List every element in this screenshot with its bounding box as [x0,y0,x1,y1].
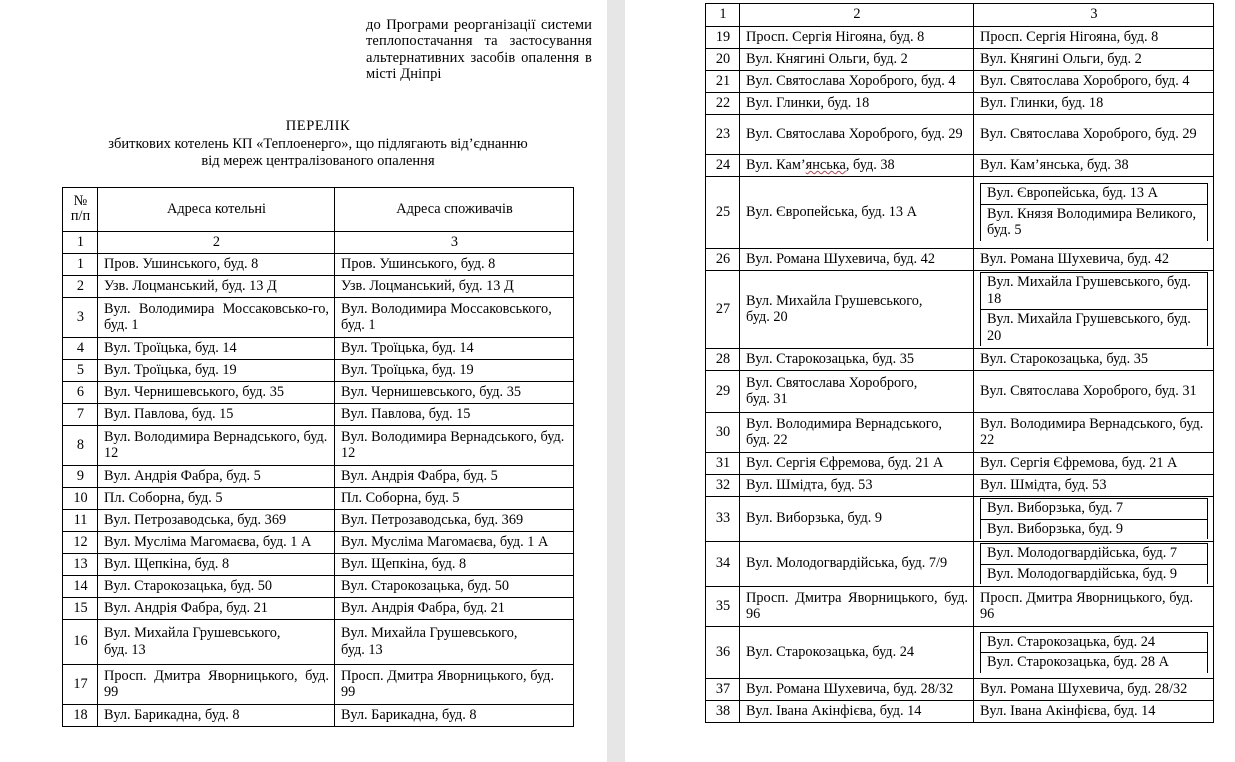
table-row [63,360,574,382]
row-number-cell: 37 [706,679,740,701]
boiler-address-cell: Вул. Романа Шухевича, буд. 28/32 [740,679,974,701]
table-row [706,93,1214,115]
table-row [63,254,574,276]
boiler-address-cell: Вул. Глинки, буд. 18 [740,93,974,115]
row-number-cell: 4 [63,338,98,360]
row-number-cell: 15 [63,598,98,620]
consumer-address-cell: Вул. Шмідта, буд. 53 [974,475,1214,497]
consumer-address-cell: Просп. Сергія Нігояна, буд. 8 [974,27,1214,49]
intro-paragraph: до Програми реорганізації системи теплопостачання та застосування альтернативних засобів опалення в місті Дніпрі [366,16,592,83]
table-row [63,598,574,620]
table-row [63,665,574,705]
consumer-address-cell: Вул. Троїцька, буд. 19 [335,360,574,382]
consumer-address-cell: Вул. Старокозацька, буд. 50 [335,576,574,598]
table-row [63,276,574,298]
table-row [706,271,1214,349]
header-cell-consumer-address: Адреса споживачів [335,188,574,232]
boiler-address-cell: Вул. Троїцька, буд. 14 [98,338,335,360]
consumer-address-cell: Вул. Павлова, буд. 15 [335,404,574,426]
consumer-address: Вул. Молодогвардійська, буд. 7 [981,544,1208,565]
consumer-address: Вул. Європейська, буд. 13 А [981,184,1208,205]
table-row [63,576,574,598]
table-row [706,71,1214,93]
consumer-subrow [981,653,1208,673]
row-number-cell: 30 [706,413,740,453]
consumer-address-cell: Пл. Соборна, буд. 5 [335,488,574,510]
row-number-cell: 6 [63,382,98,404]
table-right-data-rows [706,27,1214,723]
table-row [706,155,1214,177]
boiler-table-right [705,3,1214,723]
consumer-subrow [981,564,1208,584]
table-row [63,554,574,576]
table-left-body [63,188,574,254]
table-row [706,249,1214,271]
boiler-address-cell: Вул. Володимира Моссаковсько-го, буд. 1 [98,298,335,338]
boiler-address-cell: Вул. Володимира Вернадського, буд. 22 [740,413,974,453]
boiler-address-cell: Вул. Романа Шухевича, буд. 42 [740,249,974,271]
table-row [706,115,1214,155]
boiler-address-cell: Вул. Михайла Грушевського, буд. 20 [740,271,974,349]
boiler-address-cell: Вул. Володимира Вернадського, буд. 12 [98,426,335,466]
row-number-cell: 1 [63,254,98,276]
consumer-address-cell [974,177,1214,249]
table-row [706,177,1214,249]
consumer-address-cell [974,627,1214,679]
row-number-cell: 17 [63,665,98,705]
boiler-address-cell: Просп. Дмитра Яворницького, буд. 96 [740,587,974,627]
row-number-cell: 19 [706,27,740,49]
table-row [63,404,574,426]
consumer-subrow [981,519,1208,539]
boiler-address-cell: Вул. Святослава Хороброго, буд. 29 [740,115,974,155]
table-row [63,532,574,554]
row-number-cell: 35 [706,587,740,627]
row-number-cell: 12 [63,532,98,554]
boiler-address-cell: Вул. Сергія Єфремова, буд. 21 А [740,453,974,475]
row-number-cell: 21 [706,71,740,93]
boiler-address-cell: Вул. Чернишевського, буд. 35 [98,382,335,404]
boiler-address-cell: Вул. Кам’янська, буд. 38 [740,155,974,177]
consumer-address: Вул. Виборзька, буд. 7 [981,499,1208,520]
header-cell-boiler-address: Адреса котельні [98,188,335,232]
row-number-cell: 16 [63,620,98,665]
row-number-cell: 5 [63,360,98,382]
row-number-cell: 3 [63,298,98,338]
table-row [63,488,574,510]
consumer-address-cell: Узв. Лоцманський, буд. 13 Д [335,276,574,298]
consumer-address-cell [974,497,1214,542]
row-number-cell: 24 [706,155,740,177]
boiler-address-cell: Пл. Соборна, буд. 5 [98,488,335,510]
row-number-cell: 25 [706,177,740,249]
boiler-address-cell: Вул. Барикадна, буд. 8 [98,705,335,727]
consumer-address-cell: Вул. Святослава Хороброго, буд. 4 [974,71,1214,93]
row-number-cell: 27 [706,271,740,349]
boiler-address-cell: Вул. Молодогвардійська, буд. 7/9 [740,542,974,587]
row-number-cell: 36 [706,627,740,679]
row-number-cell: 22 [706,93,740,115]
table-row [63,705,574,727]
table-left-data-rows [63,254,574,727]
row-number-cell: 20 [706,49,740,71]
row-number-cell: 11 [63,510,98,532]
boiler-address-cell: Вул. Івана Акінфієва, буд. 14 [740,701,974,723]
table-row [63,382,574,404]
consumer-address-cell: Вул. Мусліма Магомаєва, буд. 1 А [335,532,574,554]
consumer-address-cell: Вул. Володимира Моссаковського, буд. 1 [335,298,574,338]
consumer-subrow [981,184,1208,205]
consumer-address-cell: Вул. Володимира Вернадського, буд. 22 [974,413,1214,453]
row-number-cell: 31 [706,453,740,475]
consumer-address-cell: Просп. Дмитра Яворницького, буд. 99 [335,665,574,705]
boiler-address-cell: Вул. Щепкіна, буд. 8 [98,554,335,576]
table-row [63,426,574,466]
boiler-address-cell: Вул. Мусліма Магомаєва, буд. 1 А [98,532,335,554]
consumer-address-cell: Вул. Троїцька, буд. 14 [335,338,574,360]
table-row [706,542,1214,587]
consumer-subrow [981,310,1208,347]
boiler-address-cell: Вул. Святослава Хороброго, буд. 31 [740,371,974,413]
consumer-subrow [981,632,1208,653]
colnum-3: 3 [974,4,1214,27]
row-number-cell: 38 [706,701,740,723]
table-row [706,497,1214,542]
consumer-address: Вул. Князя Володимира Великого, буд. 5 [981,204,1208,241]
boiler-address-cell: Просп. Сергія Нігояна, буд. 8 [740,27,974,49]
consumer-address: Вул. Старокозацька, буд. 28 А [981,653,1208,673]
table-header-row [63,188,574,232]
boiler-address-cell: Вул. Старокозацька, буд. 35 [740,349,974,371]
table-row [706,453,1214,475]
document-page-right [625,0,1235,762]
row-number-cell: 14 [63,576,98,598]
consumer-address: Вул. Михайла Грушевського, буд. 18 [981,273,1208,310]
row-number-cell: 13 [63,554,98,576]
table-row [63,510,574,532]
row-number-cell: 28 [706,349,740,371]
table-row [63,338,574,360]
row-number-cell: 26 [706,249,740,271]
consumer-address-cell: Вул. Сергія Єфремова, буд. 21 А [974,453,1214,475]
table-row [706,413,1214,453]
page-gutter-divider [607,0,625,762]
boiler-address-cell: Вул. Європейська, буд. 13 А [740,177,974,249]
consumer-address-cell: Вул. Володимира Вернадського, буд. 12 [335,426,574,466]
consumer-address-cell: Просп. Дмитра Яворницького, буд. 96 [974,587,1214,627]
consumer-address-cell: Вул. Чернишевського, буд. 35 [335,382,574,404]
colnum-3: 3 [335,232,574,254]
header-cell-number [63,188,98,232]
row-number-cell: 9 [63,466,98,488]
row-number-cell: 10 [63,488,98,510]
table-row [706,49,1214,71]
consumer-address-cell: Вул. Княгині Ольги, буд. 2 [974,49,1214,71]
boiler-address-cell: Вул. Княгині Ольги, буд. 2 [740,49,974,71]
row-number-cell: 32 [706,475,740,497]
colnum-1: 1 [63,232,98,254]
consumer-sublist [980,183,1208,241]
consumer-address: Вул. Старокозацька, буд. 24 [981,632,1208,653]
table-row [706,349,1214,371]
boiler-address-cell: Просп. Дмитра Яворницького, буд. 99 [98,665,335,705]
boiler-address-cell: Вул. Старокозацька, буд. 24 [740,627,974,679]
boiler-address-cell: Вул. Михайла Грушевського, буд. 13 [98,620,335,665]
consumer-address-cell: Вул. Івана Акінфієва, буд. 14 [974,701,1214,723]
boiler-address-cell: Вул. Андрія Фабра, буд. 21 [98,598,335,620]
boiler-address-cell: Вул. Павлова, буд. 15 [98,404,335,426]
consumer-subrow [981,544,1208,565]
table-row [63,466,574,488]
table-column-numbering-row [706,4,1214,27]
header-number-symbol: № [73,192,88,209]
consumer-subrow [981,204,1208,241]
consumer-address-cell [974,542,1214,587]
consumer-sublist [980,272,1208,346]
boiler-address-cell: Вул. Шмідта, буд. 53 [740,475,974,497]
consumer-address-cell: Вул. Петрозаводська, буд. 369 [335,510,574,532]
header-number-abbrev: п/п [70,208,91,224]
table-row [706,701,1214,723]
document-subtitle-line-1: збиткових котелень КП «Теплоенерго», що підлягають від’єднанню [108,135,528,152]
document-page-left [0,0,607,762]
table-row [706,27,1214,49]
table-row [706,627,1214,679]
boiler-address-cell: Вул. Старокозацька, буд. 50 [98,576,335,598]
colnum-2: 2 [740,4,974,27]
document-subtitle-line-2: від мереж централізованого опалення [201,153,435,170]
table-row [706,587,1214,627]
table-right-head [706,4,1214,27]
table-row [706,679,1214,701]
consumer-address-cell [974,271,1214,349]
consumer-sublist [980,498,1208,539]
document-title-block [62,118,574,171]
row-number-cell: 7 [63,404,98,426]
colnum-2: 2 [98,232,335,254]
consumer-subrow [981,273,1208,310]
row-number-cell: 8 [63,426,98,466]
consumer-address-cell: Вул. Андрія Фабра, буд. 5 [335,466,574,488]
row-number-cell: 18 [63,705,98,727]
row-number-cell: 23 [706,115,740,155]
row-number-cell: 2 [63,276,98,298]
consumer-address-cell: Вул. Святослава Хороброго, буд. 31 [974,371,1214,413]
consumer-address: Вул. Молодогвардійська, буд. 9 [981,564,1208,584]
row-number-cell: 33 [706,497,740,542]
consumer-address-cell: Вул. Кам’янська, буд. 38 [974,155,1214,177]
row-number-cell: 34 [706,542,740,587]
consumer-address-cell: Вул. Барикадна, буд. 8 [335,705,574,727]
document-title: ПЕРЕЛІК [285,118,351,134]
spellcheck-underline: янська [805,156,846,173]
consumer-address: Вул. Виборзька, буд. 9 [981,519,1208,539]
table-row [63,298,574,338]
consumer-address-cell: Вул. Святослава Хороброго, буд. 29 [974,115,1214,155]
boiler-address-cell: Вул. Андрія Фабра, буд. 5 [98,466,335,488]
consumer-address: Вул. Михайла Грушевського, буд. 20 [981,310,1208,347]
consumer-address-cell: Вул. Романа Шухевича, буд. 28/32 [974,679,1214,701]
consumer-sublist [980,632,1208,673]
consumer-address-cell: Вул. Романа Шухевича, буд. 42 [974,249,1214,271]
consumer-address-cell: Вул. Щепкіна, буд. 8 [335,554,574,576]
table-row [706,371,1214,413]
consumer-address-cell: Вул. Глинки, буд. 18 [974,93,1214,115]
row-number-cell: 29 [706,371,740,413]
table-row [706,475,1214,497]
table-row [63,620,574,665]
table-column-numbering-row [63,232,574,254]
boiler-table-left [62,187,574,727]
consumer-address-cell: Вул. Михайла Грушевського, буд. 13 [335,620,574,665]
boiler-address-cell: Вул. Святослава Хороброго, буд. 4 [740,71,974,93]
boiler-address-cell: Пров. Ушинського, буд. 8 [98,254,335,276]
consumer-address-cell: Вул. Андрія Фабра, буд. 21 [335,598,574,620]
consumer-subrow [981,499,1208,520]
consumer-sublist [980,543,1208,584]
boiler-address-cell: Узв. Лоцманський, буд. 13 Д [98,276,335,298]
boiler-address-cell: Вул. Троїцька, буд. 19 [98,360,335,382]
consumer-address-cell: Вул. Старокозацька, буд. 35 [974,349,1214,371]
consumer-address-cell: Пров. Ушинського, буд. 8 [335,254,574,276]
boiler-address-cell: Вул. Петрозаводська, буд. 369 [98,510,335,532]
colnum-1: 1 [706,4,740,27]
boiler-address-cell: Вул. Виборзька, буд. 9 [740,497,974,542]
